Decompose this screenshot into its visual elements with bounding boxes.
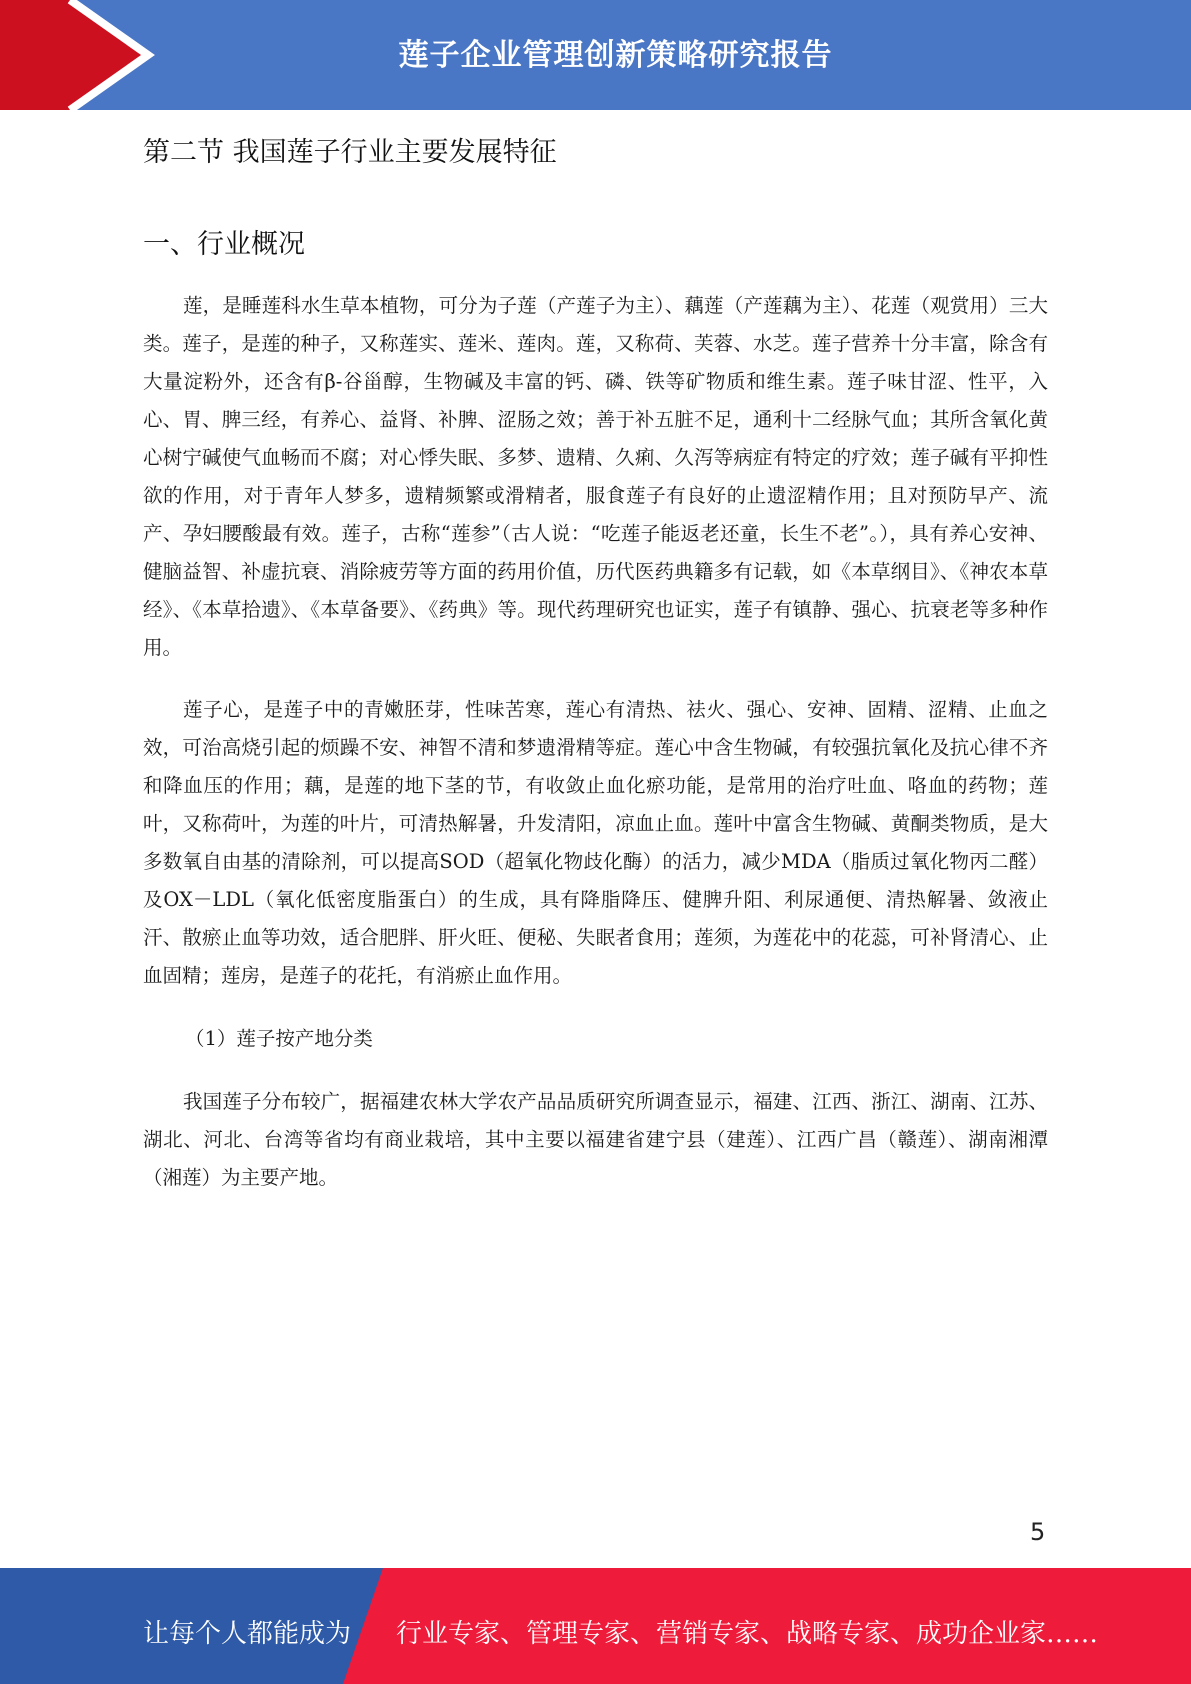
paragraph-lotus-overview: 莲，是睡莲科水生草本植物，可分为子莲（产莲子为主）、藕莲（产莲藕为主）、花莲（观赏用）三大类。莲子，是莲的种子，又称莲实、莲米、莲肉。莲，又称荷、芙蓉、水芝。莲子营养十分丰富，除含有大量淀粉外，还含有β-谷甾醇，生物碱及丰富的钙、磷、铁等矿物质和维生素。莲子味甘涩、性平，入心、胃、脾三经，有养心、益肾、补脾、涩肠之效；善于补五脏不足，通利十二经脉气血；其所含氧化黄心树宁碱使气血畅而不腐；对心悸失眠、多梦、遗精、久痢、久泻等病症有特定的疗效；莲子碱有平抑性欲的作用，对于青年人梦多，遗精频繁或滑精者，服食莲子有良好的止遗涩精作用；且对预防早产、流产、孕妇腰酸最有效。莲子，古称“莲参”（古人说：“吃莲子能返老还童，长生不老”。），具有养心安神、健脑益智、补虚抗衰、消除疲劳等方面的药用价值，历代医药典籍多有记载，如《本草纲目》、《神农本草经》、《本草拾遗》、《本草备要》、《药典》等。现代药理研究也证实，莲子有镇静、强心、抗衰老等多种作用。 — [143, 294, 1048, 659]
sub-title: 一、行业概况 — [143, 229, 305, 260]
page-number: 5 — [1030, 1518, 1046, 1546]
report-title: 莲子企业管理创新策略研究报告 — [398, 38, 833, 73]
page-header — [0, 0, 1191, 110]
paragraph-heading-origin: （1）莲子按产地分类 — [185, 1027, 373, 1050]
footer-slogan-right: 行业专家、管理专家、营销专家、战略专家、成功企业家…… — [396, 1619, 1099, 1649]
footer-slogan-left: 让每个人都能成为 — [143, 1619, 352, 1649]
section-title: 第二节 我国莲子行业主要发展特征 — [143, 137, 557, 168]
paragraph-distribution: 我国莲子分布较广，据福建农林大学农产品品质研究所调查显示，福建、江西、浙江、湖南、江苏、湖北、河北、台湾等省均有商业栽培，其中主要以福建省建宁县（建莲）、江西广昌（赣莲）、湖南湘潭（湘莲）为主要产地。 — [143, 1090, 1048, 1189]
paragraph-lotus-heart: 莲子心，是莲子中的青嫩胚芽，性味苦寒，莲心有清热、祛火、强心、安神、固精、涩精、止血之效，可治高烧引起的烦躁不安、神智不清和梦遗滑精等症。莲心中含生物碱，有较强抗氧化及抗心律不齐和降血压的作用；藕，是莲的地下茎的节，有收敛止血化瘀功能，是常用的治疗吐血、咯血的药物；莲叶，又称荷叶，为莲的叶片，可清热解暑，升发清阳，凉血止血。莲叶中富含生物碱、黄酮类物质，是大多数氧自由基的清除剂，可以提高SOD（超氧化物歧化酶）的活力，减少MDA（脂质过氧化物丙二醛）及OX－LDL（氧化低密度脂蛋白）的生成，具有降脂降压、健脾升阳、利尿通便、清热解暑、敛液止汗、散瘀止血等功效，适合肥胖、肝火旺、便秘、失眠者食用；莲须，为莲花中的花蕊，可补肾清心、止血固精；莲房，是莲子的花托，有消瘀止血作用。 — [143, 698, 1048, 987]
page-footer — [0, 1568, 1191, 1684]
